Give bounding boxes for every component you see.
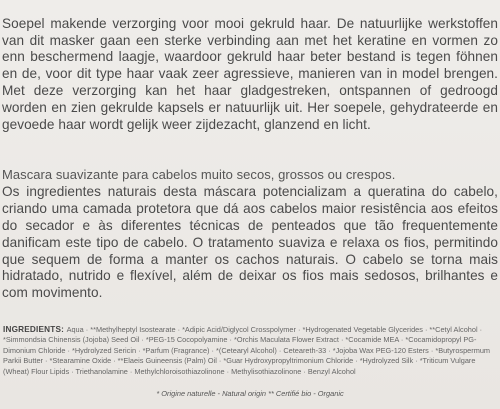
- portuguese-body: Os ingredientes naturais desta máscara potencializam a queratina do cabelo, criando uma camada protetora que dá aos cabelos maior resistência aos efeitos do secador e às diferentes técnicas de penteados que tão frequentemente danificam este tipo de cabelo. O tratamento suaviza e relaxa os fios, permitindo que sequem de forma a manter os cachos naturais. O cabelo se torna mais hidratado, nutrido e flexível, além de deixar os fios mais sedosos, brilhantes e com movimento.: [2, 183, 498, 301]
- portuguese-lead: Mascara suavizante para cabelos muito secos, grossos ou crespos.: [2, 167, 396, 182]
- dutch-description: Soepel makende verzorging voor mooi gekruld haar. De natuurlijke werkstoffen van dit masker gaan een sterke verbinding aan met het keratine en vormen zo enn beschermend laagje, waardoor gekruld haar beter bestand is tegen föhnen en de, voor dit type haar vaak zeer agressieve, manieren van in model brengen. Met deze verzorging kan het haar gladgestreken, ontspannen of gedroogd worden en zien gekrulde kapsels er natuurlijk uit. Her soepele, gehydrateerde en gevoede haar wordt gelijk weer zijdezacht, glanzend en licht.: [2, 15, 498, 133]
- ingredients-block: [3, 325, 497, 377]
- ingredients-heading: INGREDIENTS:: [3, 325, 67, 334]
- portuguese-description: [2, 167, 498, 302]
- ingredients-list: Aqua · **Methylheptyl Isostearate · *Adipic Acid/Diglycol Crosspolymer · *Hydrogenated Vegetable Glycerides · **Cetyl Alcohol · *Simmondsia Chinensis (Jojoba) Seed Oil · *PEG-15 Cocopolyamine · *Orchis Maculata Flower Extract · *Cocamide MEA · *Cocamidopropyl PG-Dimonium Chloride · *Hydrolyzed Sericin · *Parfum (Fragrance) · *(Cetearyl Alcohol) · Ceteareth-33 · *Jojoba Wax PEG-120 Esters · *Butyrospermum Parkii Butter · *Stearamine Oxide · **Elaeis Guineensis (Palm) Oil · *Guar Hydroxypropyltrimonium Chloride · *Hydrolyzed Silk · *Triticum Vulgare (Wheat) Flour Lipids · Triethanolamine · Methylchloroisothiazolinone · Methylisothiazolinone · Benzyl Alcohol: [3, 325, 491, 376]
- origin-footnote: * Origine naturelle - Natural origin ** Certifié bio - Organic: [156, 389, 344, 398]
